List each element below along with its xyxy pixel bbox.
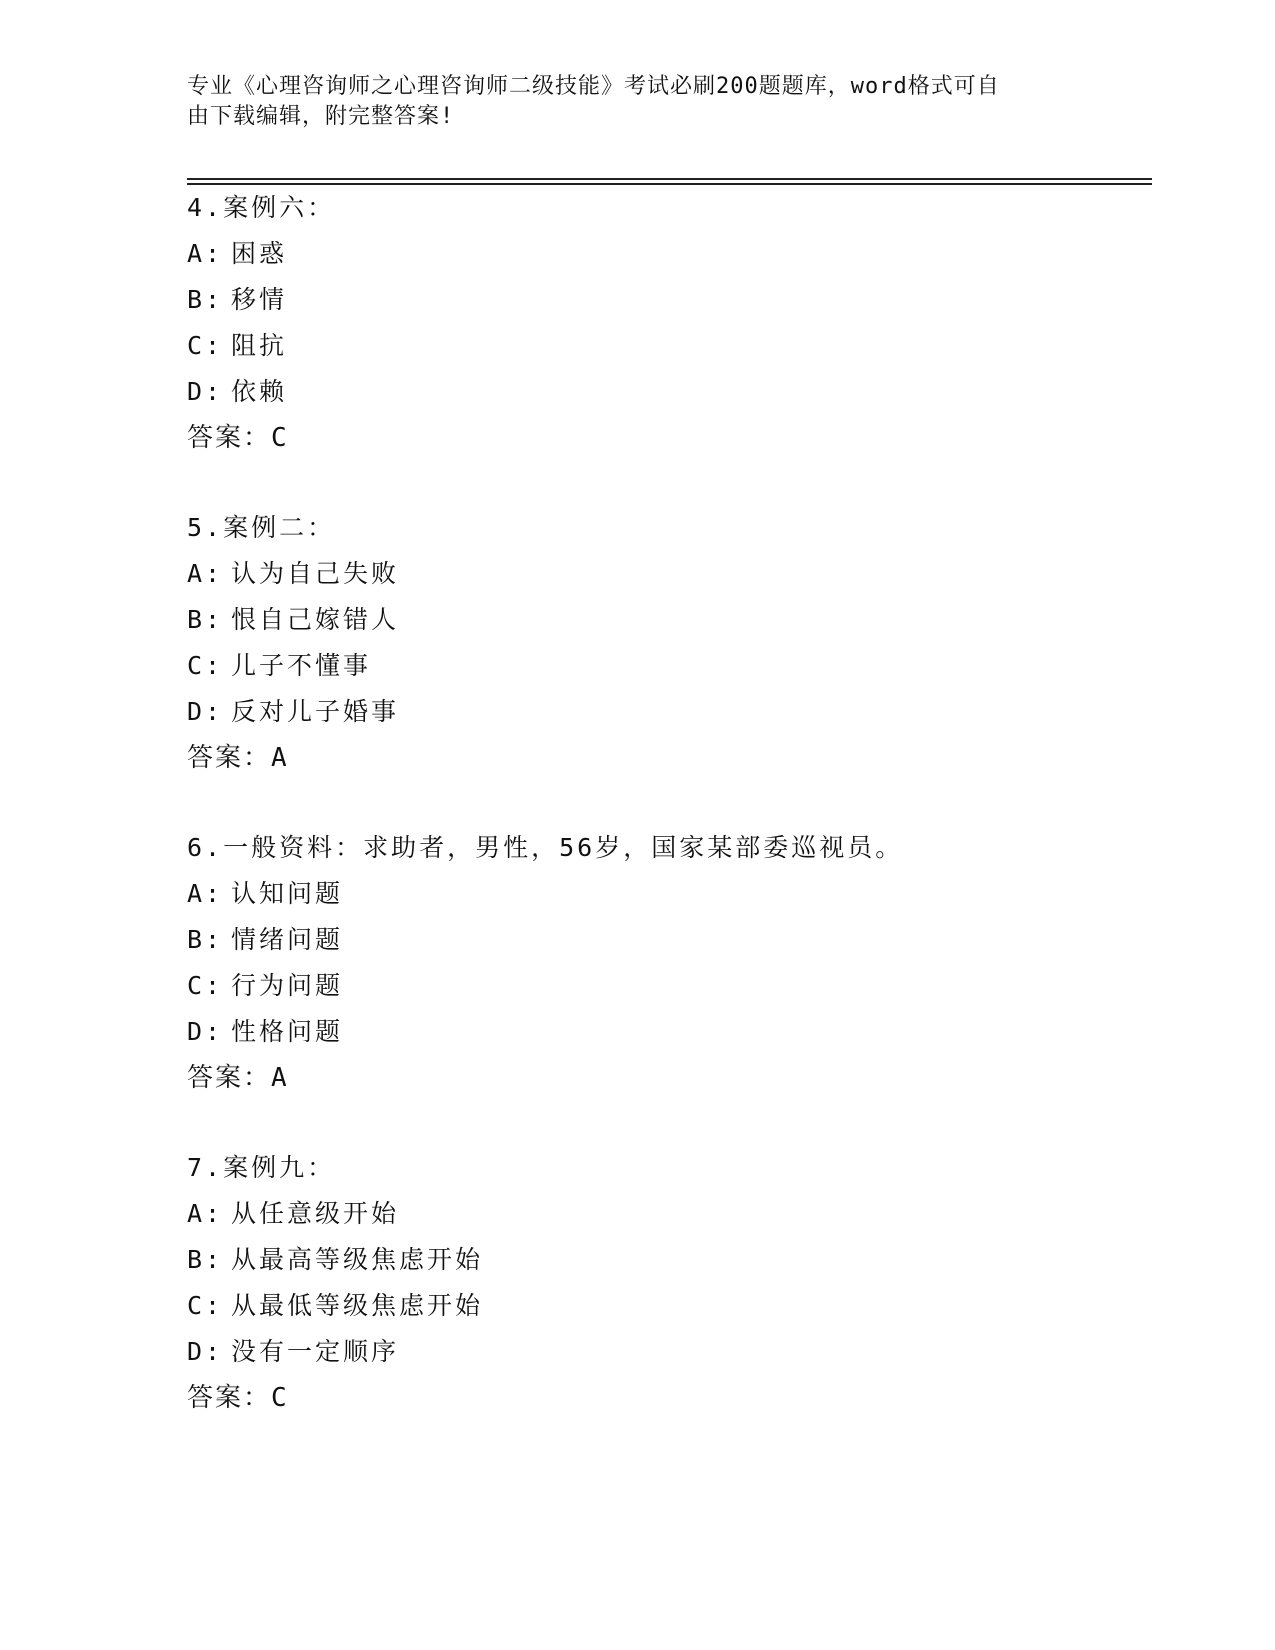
option-a [187, 231, 1147, 277]
option-a [187, 1191, 1147, 1237]
option-text: 儿子不懂事 [231, 651, 372, 680]
option-tag: A: [187, 559, 224, 588]
option-text: 认知问题 [231, 879, 344, 908]
option-text: 反对儿子婚事 [231, 697, 400, 726]
option-text: 从最低等级焦虑开始 [231, 1291, 484, 1320]
question-stem: 4.案例六： [187, 193, 336, 222]
option-tag: D: [187, 697, 224, 726]
option-tag: C: [187, 651, 224, 680]
answer-line: 答案：C [187, 423, 289, 453]
question-stem: 7.案例九： [187, 1153, 336, 1182]
option-a [187, 551, 1147, 597]
option-text: 行为问题 [231, 971, 344, 1000]
option-tag: B: [187, 285, 224, 314]
option-tag: B: [187, 925, 224, 954]
option-c [187, 643, 1147, 689]
question-block [187, 505, 1147, 781]
option-text: 困惑 [231, 239, 288, 268]
option-tag: C: [187, 331, 224, 360]
option-tag: D: [187, 1337, 224, 1366]
option-text: 恨自己嫁错人 [231, 605, 400, 634]
question-block [187, 1145, 1147, 1421]
header-divider-top [187, 178, 1152, 180]
option-tag: D: [187, 377, 224, 406]
option-d [187, 369, 1147, 415]
option-b [187, 1237, 1147, 1283]
option-b [187, 277, 1147, 323]
answer-line: 答案：C [187, 1383, 289, 1413]
option-tag: A: [187, 239, 224, 268]
option-text: 情绪问题 [231, 925, 344, 954]
option-tag: B: [187, 605, 224, 634]
option-c [187, 1283, 1147, 1329]
option-text: 移情 [231, 285, 288, 314]
answer-line: 答案：A [187, 1063, 289, 1093]
question-stem: 6.一般资料：求助者，男性，56岁，国家某部委巡视员。 [187, 833, 904, 862]
question-stem: 5.案例二： [187, 513, 336, 542]
option-text: 依赖 [231, 377, 288, 406]
option-text: 从任意级开始 [231, 1199, 400, 1228]
document-header [187, 72, 1067, 132]
option-a [187, 871, 1147, 917]
option-tag: D: [187, 1017, 224, 1046]
option-tag: C: [187, 971, 224, 1000]
option-c [187, 323, 1147, 369]
header-line-2: 由下载编辑，附完整答案! [187, 104, 455, 129]
question-block [187, 825, 1147, 1101]
option-d [187, 1329, 1147, 1375]
option-d [187, 1009, 1147, 1055]
option-text: 从最高等级焦虑开始 [231, 1245, 484, 1274]
option-b [187, 917, 1147, 963]
question-block [187, 185, 1147, 461]
option-text: 没有一定顺序 [231, 1337, 400, 1366]
option-b [187, 597, 1147, 643]
option-tag: B: [187, 1245, 224, 1274]
answer-line: 答案：A [187, 743, 289, 773]
option-tag: A: [187, 1199, 224, 1228]
option-tag: A: [187, 879, 224, 908]
option-c [187, 963, 1147, 1009]
option-text: 阻抗 [231, 331, 288, 360]
option-text: 认为自己失败 [231, 559, 400, 588]
option-tag: C: [187, 1291, 224, 1320]
option-d [187, 689, 1147, 735]
option-text: 性格问题 [231, 1017, 344, 1046]
header-line-1: 专业《心理咨询师之心理咨询师二级技能》考试必刷200题题库，word格式可自 [187, 74, 1000, 99]
